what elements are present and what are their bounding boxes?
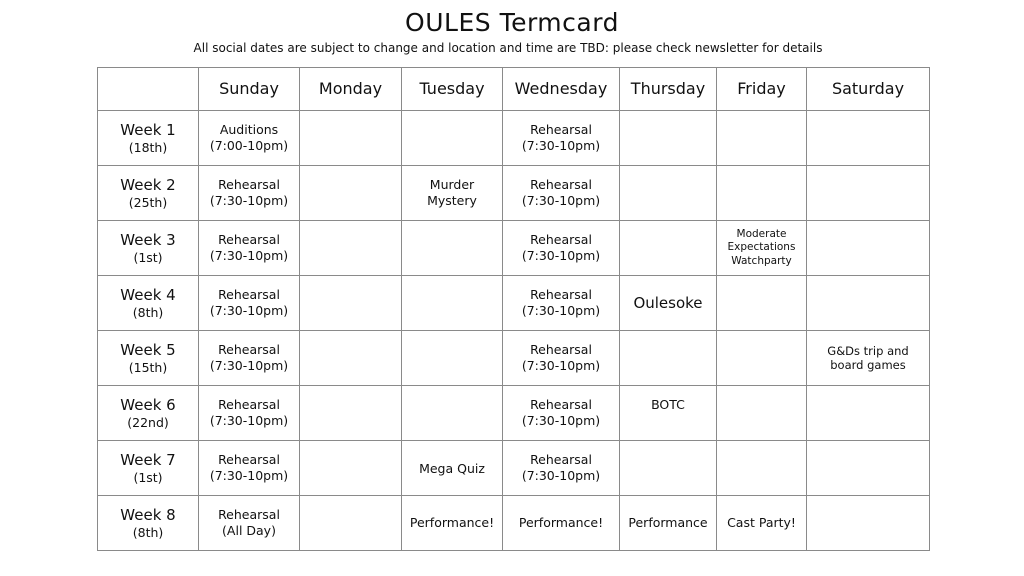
event-name: Oulesoke [633,293,703,312]
week-row [98,276,930,331]
event-name: Murder [429,177,475,193]
cell-saturday [807,166,930,221]
event-time: (7:30-10pm) [521,193,601,208]
event-time: (7:30-10pm) [521,413,601,428]
week-row [98,221,930,276]
event-time: (7:30-10pm) [209,193,289,208]
cell-friday [717,221,807,276]
event-name-cont: Expectations [727,241,796,254]
week-label: Week 2 [120,175,176,194]
day-header-friday: Friday [717,68,807,111]
cell-friday [717,276,807,331]
event-name: Cast Party! [727,515,796,531]
cell-sunday [199,386,300,441]
cell-wednesday [503,111,620,166]
cell-friday [717,111,807,166]
week-row [98,331,930,386]
event-name: Rehearsal [530,177,592,193]
week-row [98,441,930,496]
week-label-cell [98,166,199,221]
cell-tuesday [402,331,503,386]
week-row [98,111,930,166]
event-name: Auditions [219,122,279,138]
page-subtitle: All social dates are subject to change and location and time are TBD: please check newsletter for details [193,41,823,55]
cell-friday [717,386,807,441]
cell-wednesday [503,166,620,221]
cell-thursday [620,441,717,496]
cell-tuesday [402,386,503,441]
cell-tuesday [402,441,503,496]
cell-wednesday [503,276,620,331]
header-row [98,68,930,111]
event-name: Rehearsal [530,452,592,468]
event-name-cont: Watchparty [731,254,792,267]
cell-saturday [807,276,930,331]
week-label-cell [98,111,199,166]
cell-sunday [199,111,300,166]
week-label: Week 7 [120,450,176,469]
cell-thursday [620,386,717,441]
event-time: (7:30-10pm) [521,468,601,483]
week-label: Week 3 [120,230,176,249]
corner-cell [98,68,199,111]
cell-friday [717,166,807,221]
day-header-thursday: Thursday [620,68,717,111]
cell-thursday [620,111,717,166]
cell-saturday [807,111,930,166]
event-name: Rehearsal [218,287,280,303]
cell-saturday [807,221,930,276]
cell-monday [300,166,402,221]
cell-tuesday [402,111,503,166]
cell-monday [300,331,402,386]
event-time: (7:30-10pm) [209,358,289,373]
week-label: Week 5 [120,340,176,359]
cell-monday [300,276,402,331]
week-label-cell [98,496,199,551]
week-label-cell [98,441,199,496]
event-time: (7:30-10pm) [521,138,601,153]
week-row [98,496,930,551]
event-name: Rehearsal [530,342,592,358]
day-header-wednesday: Wednesday [503,68,620,111]
cell-tuesday [402,496,503,551]
cell-wednesday [503,331,620,386]
termcard-table [97,67,930,551]
event-name: Performance! [409,515,495,531]
event-name: Rehearsal [530,122,592,138]
page-title: OULES Termcard [405,8,619,37]
week-label: Week 4 [120,285,176,304]
cell-thursday [620,221,717,276]
event-time: (7:30-10pm) [521,303,601,318]
event-name-cont: board games [830,358,906,372]
event-name: Mega Quiz [419,461,485,477]
cell-saturday [807,441,930,496]
cell-monday [300,111,402,166]
cell-monday [300,386,402,441]
week-label: Week 1 [120,120,176,139]
week-label-cell [98,221,199,276]
cell-tuesday [402,166,503,221]
cell-sunday [199,441,300,496]
day-header-tuesday: Tuesday [402,68,503,111]
cell-wednesday [503,496,620,551]
cell-monday [300,441,402,496]
day-header-sunday: Sunday [199,68,300,111]
event-name: Rehearsal [218,342,280,358]
event-name: Rehearsal [218,232,280,248]
event-time: (7:30-10pm) [209,248,289,263]
cell-wednesday [503,221,620,276]
event-name: Rehearsal [530,287,592,303]
day-header-monday: Monday [300,68,402,111]
cell-thursday [620,276,717,331]
week-label: Week 8 [120,505,176,524]
event-name: G&Ds trip and [827,343,909,358]
week-date: (8th) [132,524,164,540]
week-label: Week 6 [120,395,176,414]
cell-monday [300,496,402,551]
week-date: (15th) [128,359,168,375]
week-date: (25th) [128,194,168,210]
cell-saturday [807,331,930,386]
cell-sunday [199,331,300,386]
cell-thursday [620,166,717,221]
event-name: Moderate [736,228,787,241]
event-name: Rehearsal [218,507,280,523]
week-date: (1st) [133,249,163,265]
cell-tuesday [402,221,503,276]
cell-sunday [199,166,300,221]
week-label-cell [98,331,199,386]
cell-thursday [620,331,717,386]
week-date: (1st) [133,469,163,485]
event-name-cont: Mystery [427,193,477,208]
week-row [98,166,930,221]
cell-sunday [199,221,300,276]
cell-friday [717,496,807,551]
cell-thursday [620,496,717,551]
week-label-cell [98,386,199,441]
event-name: Rehearsal [218,397,280,413]
week-date: (18th) [128,139,168,155]
event-time: (7:30-10pm) [521,358,601,373]
event-name: Rehearsal [218,177,280,193]
event-name: Rehearsal [218,452,280,468]
cell-wednesday [503,441,620,496]
event-name: Performance [628,515,708,531]
event-time: (7:30-10pm) [521,248,601,263]
event-name: BOTC [651,397,685,413]
cell-sunday [199,276,300,331]
cell-wednesday [503,386,620,441]
cell-saturday [807,496,930,551]
cell-saturday [807,386,930,441]
event-time: (7:00-10pm) [209,138,289,153]
week-row [98,386,930,441]
cell-friday [717,331,807,386]
event-name: Performance! [518,515,604,531]
cell-friday [717,441,807,496]
event-time: (7:30-10pm) [209,413,289,428]
cell-sunday [199,496,300,551]
event-name: Rehearsal [530,232,592,248]
cell-monday [300,221,402,276]
day-header-saturday: Saturday [807,68,930,111]
week-date: (8th) [132,304,164,320]
week-date: (22nd) [127,414,169,430]
event-name: Rehearsal [530,397,592,413]
event-time: (7:30-10pm) [209,468,289,483]
event-time: (7:30-10pm) [209,303,289,318]
week-label-cell [98,276,199,331]
cell-tuesday [402,276,503,331]
event-time: (All Day) [222,523,276,538]
